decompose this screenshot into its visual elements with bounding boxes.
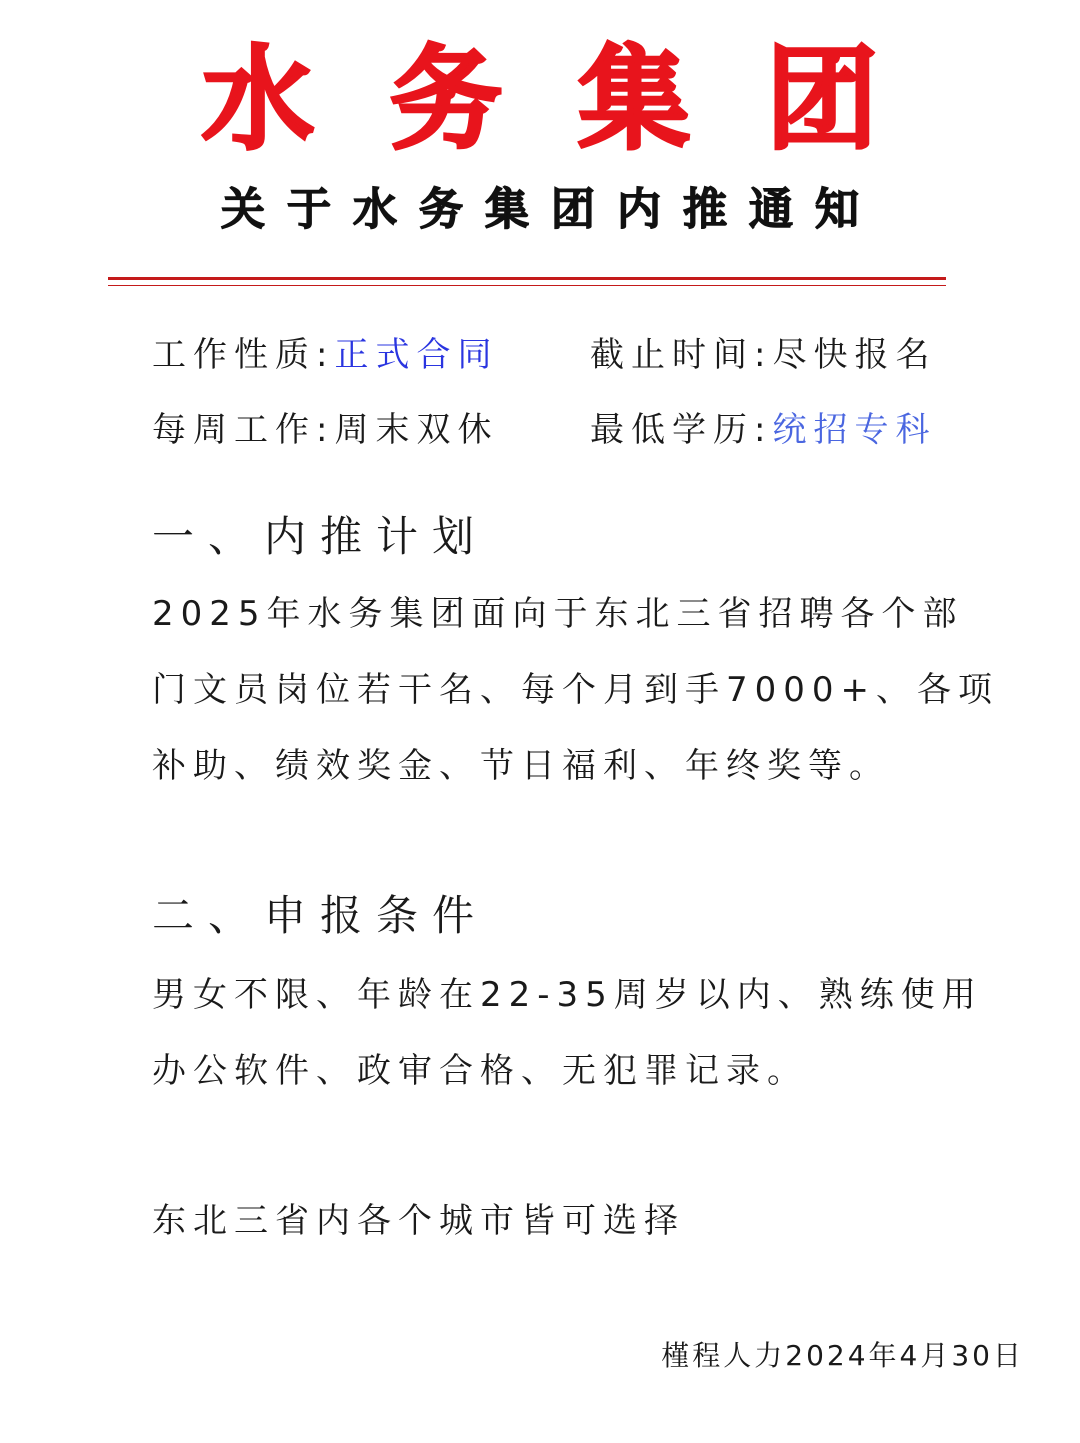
education-label: 最低学历:	[590, 410, 773, 450]
job-nature-label: 工作性质:	[152, 335, 335, 375]
requirements-line-2: 办公软件、政审合格、无犯罪记录。	[152, 1051, 808, 1091]
notice-subtitle: 关于水务集团内推通知	[221, 184, 881, 235]
plan-line-3: 补助、绩效奖金、节日福利、年终奖等。	[152, 746, 890, 786]
education-value: 统招专科	[772, 410, 937, 450]
requirements-line-1: 男女不限、年龄在22-35周岁以内、熟练使用	[152, 975, 983, 1015]
info-row-1	[152, 330, 952, 380]
weekly-work-label: 每周工作:	[152, 410, 335, 450]
masthead-title: 水务集团	[202, 34, 954, 165]
job-nature-value: 正式合同	[334, 335, 499, 375]
header-divider-thick	[108, 277, 946, 280]
header-divider-thin	[108, 285, 946, 286]
deadline-label: 截止时间:	[590, 335, 773, 375]
deadline-value: 尽快报名	[772, 335, 937, 375]
location-note: 东北三省内各个城市皆可选择	[152, 1201, 685, 1241]
weekly-work-value: 周末双休	[334, 410, 499, 450]
section-heading-plan: 一、内推计划	[152, 512, 489, 561]
job-nature-field	[152, 330, 498, 380]
deadline-field	[590, 330, 936, 380]
signature-date: 槿程人力2024年4月30日	[661, 1339, 1024, 1372]
education-field	[590, 405, 936, 455]
section-body-requirements	[152, 957, 983, 1109]
section-heading-requirements: 二、申报条件	[152, 891, 489, 940]
info-row-2	[152, 405, 952, 455]
plan-line-1: 2025年水务集团面向于东北三省招聘各个部	[152, 594, 964, 634]
weekly-work-field	[152, 405, 498, 455]
plan-line-2: 门文员岗位若干名、每个月到手7000+、各项	[152, 670, 1000, 710]
section-body-plan	[152, 576, 1000, 804]
